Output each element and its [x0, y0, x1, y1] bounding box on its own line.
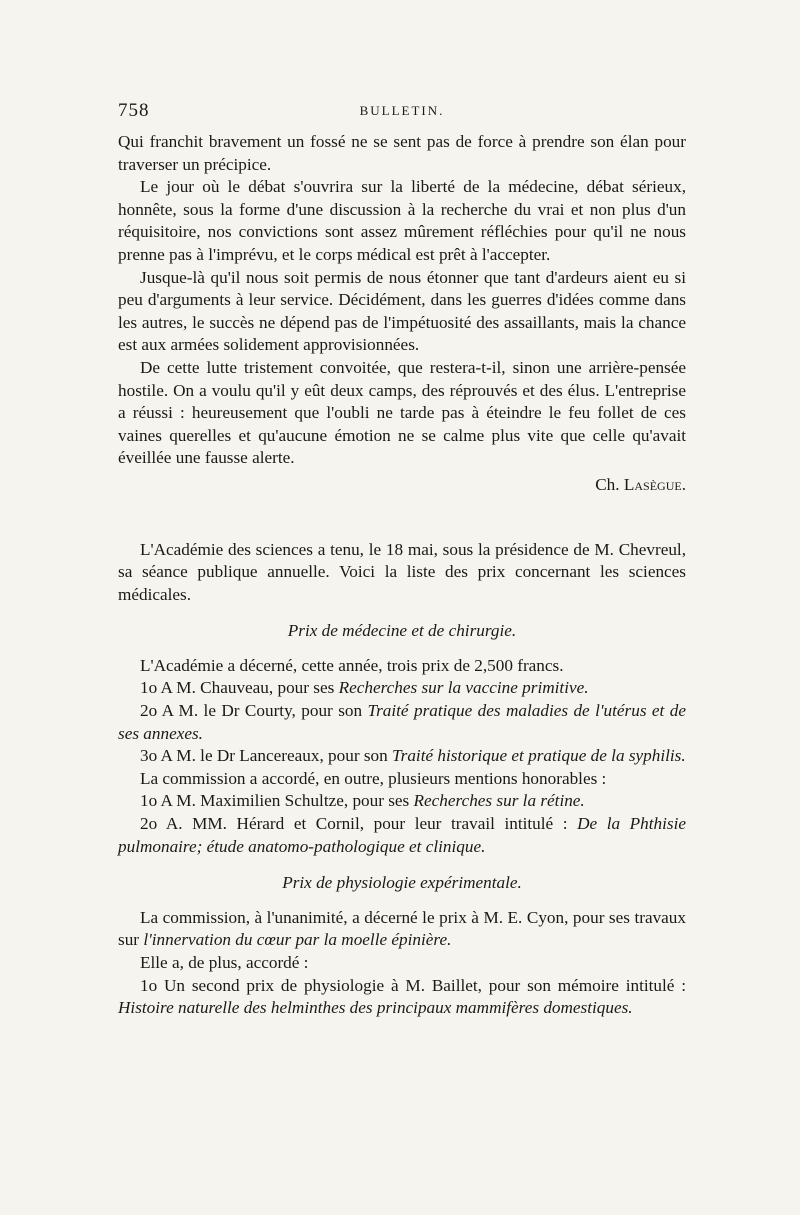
signature — [118, 474, 686, 497]
signature-name: Lasègue. — [623, 474, 686, 494]
prize-item-2-text: 2o A M. le Dr Courty, pour son — [140, 701, 368, 721]
prize-item-3-text: 3o A M. le Dr Lancereaux, pour son — [140, 746, 393, 766]
mention-item-1-text: 1o A M. Maximilien Schultze, pour ses — [140, 791, 414, 811]
prize-item-1 — [118, 677, 686, 700]
mention-item-2-text: 2o A. MM. Hérard et Cornil, pour leur travail intitulé : — [140, 814, 578, 834]
prize-item-2-title: Traité pratique des maladies de l'utérus et de ses annexes. — [118, 701, 686, 743]
mention-item-1-title: Recherches sur la rétine. — [413, 791, 585, 811]
prize-item-3-title: Traité historique et pratique de la syphilis. — [392, 746, 686, 766]
prize-item-3 — [118, 745, 686, 768]
physio-baillet-title: Histoire naturelle des helminthes des principaux mammifères domestiques. — [118, 998, 633, 1018]
paragraph-mentions: La commission a accordé, en outre, plusieurs mentions honorables : — [140, 768, 607, 788]
paragraph-physio-cyon — [118, 907, 686, 952]
page-number: 758 — [118, 100, 150, 121]
page-body — [118, 131, 686, 1020]
physio-baillet-text: 1o Un second prix de physiologie à M. Baillet, pour son mémoire intitulé : — [140, 975, 686, 995]
prize-item-1-title: Recherches sur la vaccine primitive. — [338, 678, 589, 698]
paragraph-continuation: Qui franchit bravement un fossé ne se sent pas de force à prendre son élan pour traverser un précipice. — [118, 132, 686, 174]
signature-initial: Ch. — [595, 474, 620, 494]
paragraph-physio-baillet — [118, 975, 686, 1020]
paragraph-lutte: De cette lutte tristement convoitée, que restera-t-il, sinon une arrière-pensée hostile. On a voulu qu'il y eût deux camps, des réprouvés et des élus. L'entreprise a réussi : heureusement que l'oubli ne tarde pas à éteindre le feu follet de ces vaines querelles et qu'aucune émotion ne se calme plus vite que celle qu'avait éveillée une fausse alerte. — [118, 357, 686, 468]
physio-cyon-title: l'innervation du cœur par la moelle épinière. — [143, 930, 452, 950]
paragraph-academie-intro: L'Académie des sciences a tenu, le 18 mai, sous la présidence de M. Chevreul, sa séance publique annuelle. Voici la liste des prix concernant les sciences médicales. — [118, 539, 686, 604]
heading-prix-medecine: Prix de médecine et de chirurgie. — [287, 621, 517, 641]
physio-cyon-text: La commission, à l'unanimité, a décerné le prix à M. E. Cyon, pour ses travaux sur — [118, 907, 686, 950]
mention-item-1 — [118, 790, 686, 813]
mention-item-2-title: De la Phthisie pulmonaire; étude anatomo-pathologique et clinique. — [118, 814, 686, 856]
prize-item-2 — [118, 700, 686, 745]
heading-prix-physiologie: Prix de physiologie expérimentale. — [282, 873, 522, 893]
paragraph-decerne: L'Académie a décerné, cette année, trois prix de 2,500 francs. — [140, 655, 564, 675]
paragraph-jusque-la: Jusque-là qu'il nous soit permis de nous étonner que tant d'ardeurs aient eu si peu d'arguments à leur service. Décidément, dans les guerres d'idées comme dans les autres, le succès ne dépend pas de l'impétuosité des assaillants, mais la chance est aux armées solidement approvisionnées. — [118, 267, 686, 355]
prize-item-1-text: 1o A M. Chauveau, pour ses — [140, 678, 339, 698]
mention-item-2 — [118, 813, 686, 858]
running-head: BULLETIN. — [359, 103, 445, 118]
paragraph-physio-accorde: Elle a, de plus, accordé : — [140, 953, 309, 972]
paragraph-debat: Le jour où le débat s'ouvrira sur la liberté de la médecine, débat sérieux, honnête, sous la forme d'une discussion à la recherche du vrai et non plus d'un réquisitoire, nos convictions sont assez mûrement réfléchies pour qu'il ne nous prenne pas à l'imprévu, et le corps médical est prêt à l'accepter. — [118, 177, 686, 264]
page-header — [118, 100, 686, 124]
